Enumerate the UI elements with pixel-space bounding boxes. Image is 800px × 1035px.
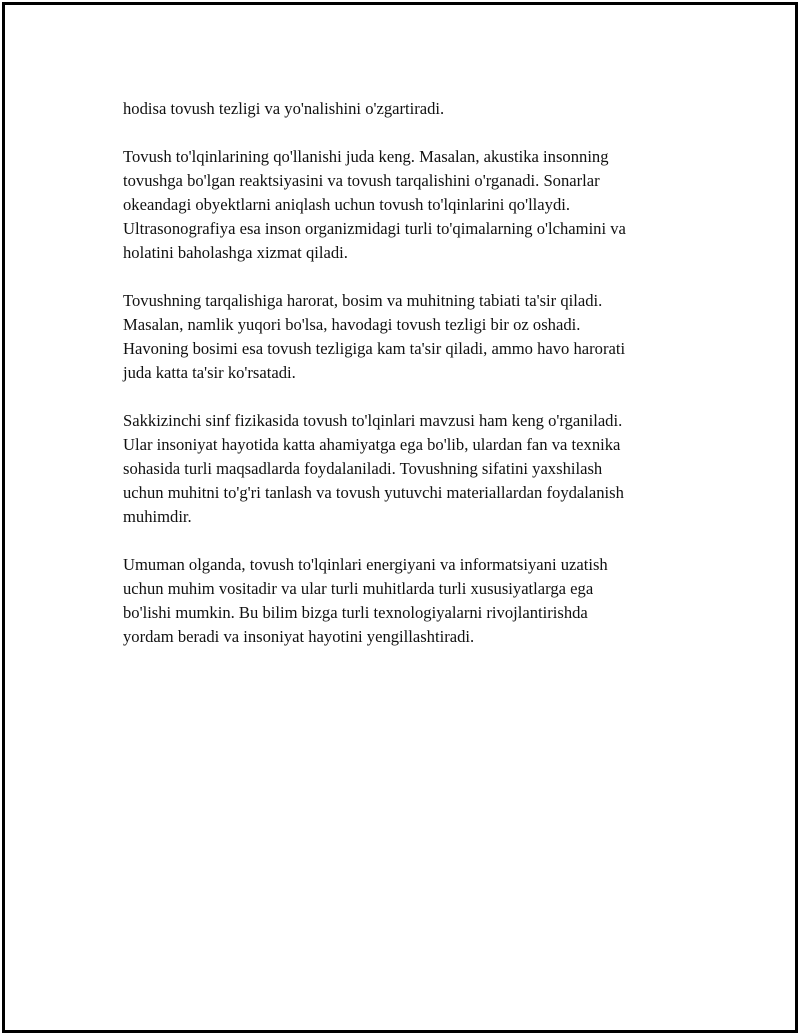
text-line: Ular insoniyat hayotida katta ahamiyatga ega bo'lib, ulardan fan va texnika <box>123 435 621 454</box>
page-frame <box>2 2 798 1033</box>
text-line: Tovushning tarqalishiga harorat, bosim va muhitning tabiati ta'sir qiladi. <box>123 291 603 310</box>
text-line: sohasida turli maqsadlarda foydalaniladi. Tovushning sifatini yaxshilash <box>123 459 603 478</box>
document-body <box>123 97 693 673</box>
text-line: uchun muhitni to'g'ri tanlash va tovush yutuvchi materiallardan foydalanish <box>123 483 624 502</box>
paragraph-3 <box>123 289 693 385</box>
text-line: yordam beradi va insoniyat hayotini yengillashtiradi. <box>123 627 475 646</box>
text-line: juda katta ta'sir ko'rsatadi. <box>123 363 296 382</box>
text-line: tovushga bo'lgan reaktsiyasini va tovush tarqalishini o'rganadi. Sonarlar <box>123 171 600 190</box>
text-line: Sakkizinchi sinf fizikasida tovush to'lqinlari mavzusi ham keng o'rganiladi. <box>123 411 623 430</box>
paragraph-1 <box>123 97 693 121</box>
text-line: holatini baholashga xizmat qiladi. <box>123 243 348 262</box>
text-line: uchun muhim vositadir va ular turli muhitlarda turli xususiyatlarga ega <box>123 579 594 598</box>
paragraph-5 <box>123 553 693 649</box>
paragraph-4 <box>123 409 693 529</box>
text-line: okeandagi obyektlarni aniqlash uchun tovush to'lqinlarini qo'llaydi. <box>123 195 571 214</box>
text-line: bo'lishi mumkin. Bu bilim bizga turli texnologiyalarni rivojlantirishda <box>123 603 588 622</box>
paragraph-2 <box>123 145 693 265</box>
text-line: muhimdir. <box>123 507 192 526</box>
text-line: Ultrasonografiya esa inson organizmidagi turli to'qimalarning o'lchamini va <box>123 219 626 238</box>
text-line: Umuman olganda, tovush to'lqinlari energiyani va informatsiyani uzatish <box>123 555 608 574</box>
text-line: Masalan, namlik yuqori bo'lsa, havodagi tovush tezligi bir oz oshadi. <box>123 315 581 334</box>
text-line: hodisa tovush tezligi va yo'nalishini o'zgartiradi. <box>123 99 445 118</box>
text-line: Havoning bosimi esa tovush tezligiga kam ta'sir qiladi, ammo havo harorati <box>123 339 626 358</box>
text-line: Tovush to'lqinlarining qo'llanishi juda keng. Masalan, akustika insonning <box>123 147 609 166</box>
